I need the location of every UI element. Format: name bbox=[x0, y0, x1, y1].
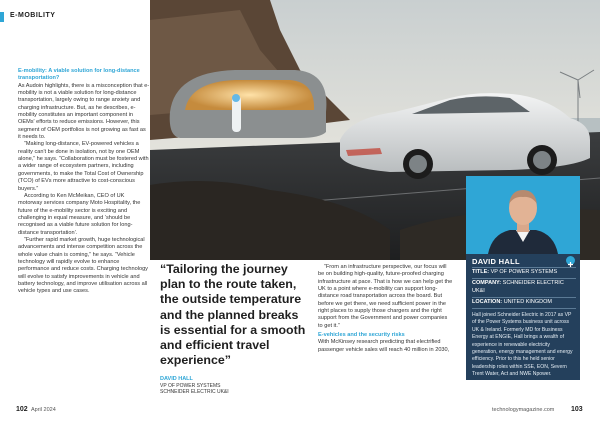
profile-location-value: UNITED KINGDOM bbox=[503, 299, 552, 305]
page-number-right: 103 bbox=[571, 406, 583, 413]
profile-title-label: TITLE: bbox=[472, 269, 490, 275]
site-url: technologymagazine.com bbox=[492, 407, 555, 413]
left-subhead: E-mobility: A viable solution for long-distance transportation? bbox=[18, 68, 140, 82]
quote-attribution-company: SCHNEIDER ELECTRIC UK&I bbox=[160, 389, 229, 395]
charging-station bbox=[170, 70, 327, 138]
left-paragraph: “Making long-distance, EV-powered vehicles a reality can't be done in isolation, not by one OEM alone,” he says. “Collaboration must be fostered with a wider range of ecosystem partners, including governments, to make the Total Cost of Ownership (TCO) of EVs more attractive to cost-conscious buyers.” bbox=[18, 141, 149, 192]
plus-icon bbox=[566, 256, 575, 265]
left-article-column bbox=[18, 68, 150, 296]
middle-paragraph: “From an infrastructure perspective, our focus will be on building high-quality, future-proofed charging infrastructure at pace. That is how we can help get the UK to a point where e-mobility can support long-distance road transportation across the board. But before we get there, we need sufficient power in the right places to supply those chargers and the right support from the Government and power companies to get it.” bbox=[318, 264, 453, 329]
left-paragraph: According to Ken McMeikan, CEO of UK motorway services company Moto Hospitality, the future of the e-mobility sector is exciting and challenging in equal measure, and ‘should be recognised as a viable future solution for long-distance transportation’. bbox=[18, 192, 141, 236]
middle-subhead: E-vehicles and the security risks bbox=[318, 332, 405, 339]
profile-title-value: VP OF POWER SYSTEMS bbox=[490, 269, 558, 275]
profile-portrait bbox=[466, 176, 580, 254]
profile-name: DAVID HALL bbox=[472, 257, 520, 266]
profile-company-label: COMPANY: bbox=[472, 280, 502, 286]
section-tag: E-MOBILITY bbox=[10, 12, 56, 19]
issue-date: April 2024 bbox=[31, 407, 56, 413]
middle-article-column bbox=[318, 264, 453, 354]
profile-location-label: LOCATION: bbox=[472, 299, 503, 305]
left-paragraph: “Further rapid market growth, huge technological advancements and intense competition across the whole value chain is coming,” he says. “Vehicle technology will rapidly evolve to enhance performance and reduce costs. Charging technology will evolve to satisfy improvements in vehicle and battery technology, and improve utilisation across all vehicle types and use cases. bbox=[18, 236, 148, 295]
profile-company bbox=[472, 280, 576, 295]
section-marker bbox=[0, 12, 4, 22]
profile-bio: Hall joined Schneider Electric in 2017 as VP of the Power Systems business unit across UK & Ireland. Formerly MD for Business Energy at ENGIE, Hall brings a wealth of experience in renewable electricity generation, energy management and energy efficiency. Prior to this he held senior leadership roles within SSE, EON, Severn Trent Water, Act and NWE Npower. bbox=[472, 312, 573, 378]
page-number-left: 102 bbox=[16, 406, 28, 413]
profile-company-value: SCHNEIDER ELECTRIC UK&I bbox=[472, 280, 564, 294]
profile-location bbox=[472, 299, 552, 305]
quote-attribution-role: VP OF POWER SYSTEMS bbox=[160, 383, 221, 389]
middle-paragraph: With McKinsey research predicting that electrified passenger vehicle sales will reach 40 million in 2030, bbox=[318, 339, 450, 353]
pull-quote: “Tailoring the journey plan to the route taken, the outside temperature and the planned breaks is essential for a smooth and efficient travel experience” bbox=[160, 262, 306, 368]
quote-attribution-name: DAVID HALL bbox=[160, 376, 193, 382]
left-paragraph: As Audoin highlights, there is a misconception that e-mobility is not a viable solution for long-distance transportation, largely owing to range anxiety and charging infrastructure. But, as he describes, e-mobility constitutes an important component in OEMs' efforts to reduce emissions. However, this segment of OEM portfolios is not growing as fast as it needs to. bbox=[18, 82, 150, 141]
profile-title bbox=[472, 269, 557, 275]
